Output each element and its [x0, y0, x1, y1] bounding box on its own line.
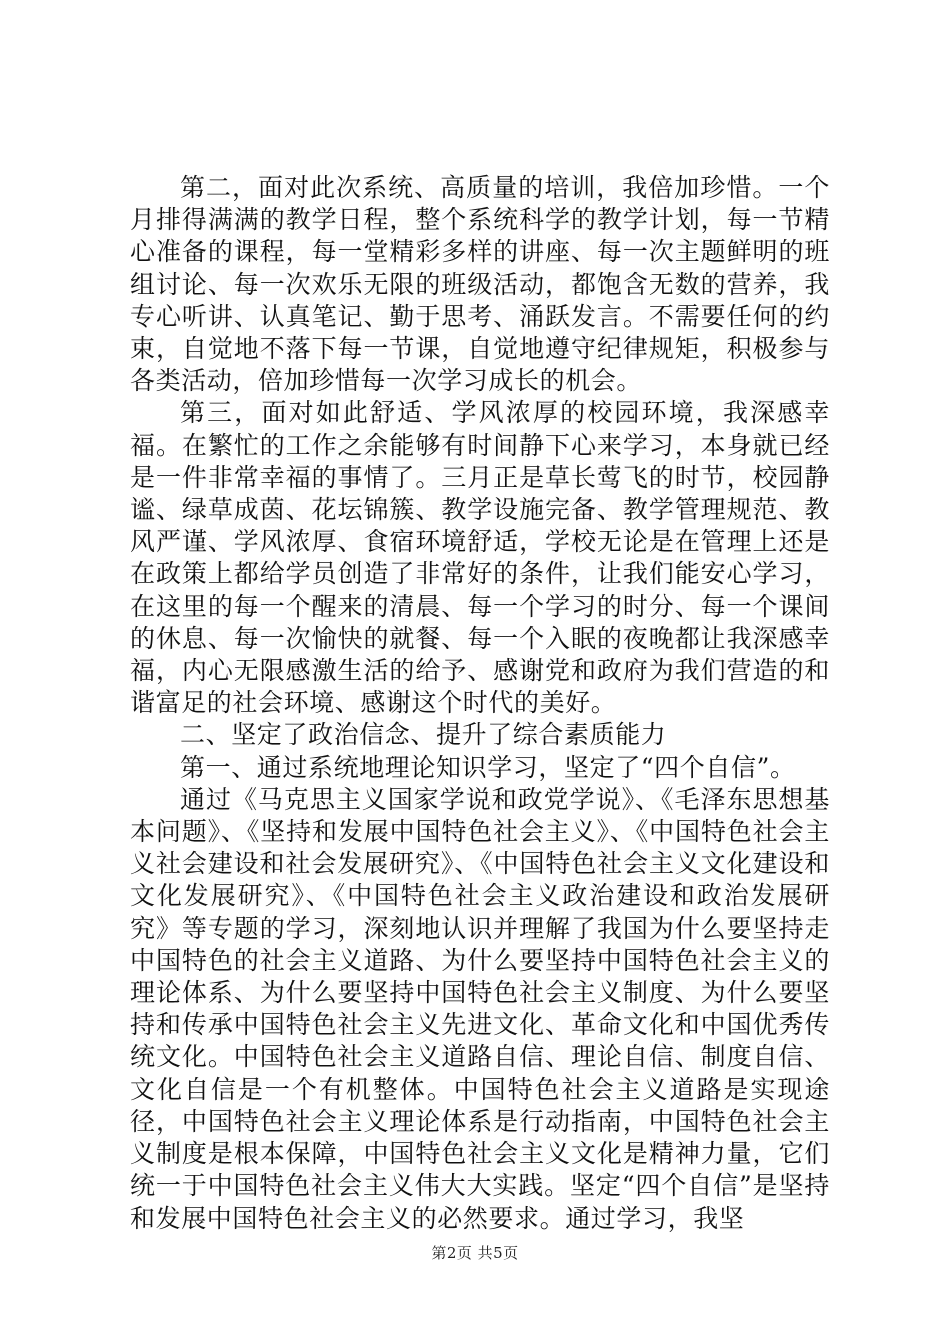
paragraph-second-point: 第二，面对此次系统、高质量的培训，我倍加珍惜。一个月排得满满的教学日程，整个系统科学的教学计划，每一节精心准备的课程，每一堂精彩多样的讲座、每一次主题鲜明的班组讨论、每一次欢乐无限的班级活动，都饱含无数的营养，我专心听讲、认真笔记、勤于思考、涌跃发言。不需要任何的约束，自觉地不落下每一节课，自觉地遵守纪律规矩，积极参与各类活动，倍加珍惜每一次学习成长的机会。 — [130, 173, 830, 396]
paragraph-third-point: 第三，面对如此舒适、学风浓厚的校园环境，我深感幸福。在繁忙的工作之余能够有时间静下心来学习，本身就已经是一件非常幸福的事情了。三月正是草长莺飞的时节，校园静谧、绿草成茵、花坛锦簇、教学设施完备、教学管理规范、教风严谨、学风浓厚、食宿环境舒适，学校无论是在管理上还是在政策上都给学员创造了非常好的条件，让我们能安心学习，在这里的每一个醒来的清晨、每一个学习的时分、每一个课间的休息、每一次愉快的就餐、每一个入眠的夜晚都让我深感幸福，内心无限感激生活的给予、感谢党和政府为我们营造的和谐富足的社会环境、感谢这个时代的美好。 — [130, 398, 830, 718]
page-footer: 第2页 共5页 — [431, 1244, 519, 1262]
section-heading-two: 二、坚定了政治信念、提升了综合素质能力 — [180, 720, 667, 750]
paragraph-first-point-heading: 第一、通过系统地理论知识学习，坚定了“四个自信”。 — [180, 752, 796, 782]
document-body — [130, 172, 830, 1235]
paragraph-study-content: 通过《马克思主义国家学说和政党学说》、《毛泽东思想基本问题》、《坚持和发展中国特色社会主义》、《中国特色社会主义社会建设和社会发展研究》、《中国特色社会主义文化建设和文化发展研究》、《中国特色社会主义政治建设和政治发展研究》等专题的学习，深刻地认识并理解了我国为什么要坚持走中国特色的社会主义道路、为什么要坚持中国特色社会主义的理论体系、为什么要坚持中国特色社会主义制度、为什么要坚持和传承中国特色社会主义先进文化、革命文化和中国优秀传统文化。中国特色社会主义道路自信、理论自信、制度自信、文化自信是一个有机整体。中国特色社会主义道路是实现途径，中国特色社会主义理论体系是行动指南，中国特色社会主义制度是根本保障，中国特色社会主义文化是精神力量，它们统一于中国特色社会主义伟大大实践。坚定“四个自信”是坚持和发展中国特色社会主义的必然要求。通过学习，我坚 — [130, 784, 830, 1233]
